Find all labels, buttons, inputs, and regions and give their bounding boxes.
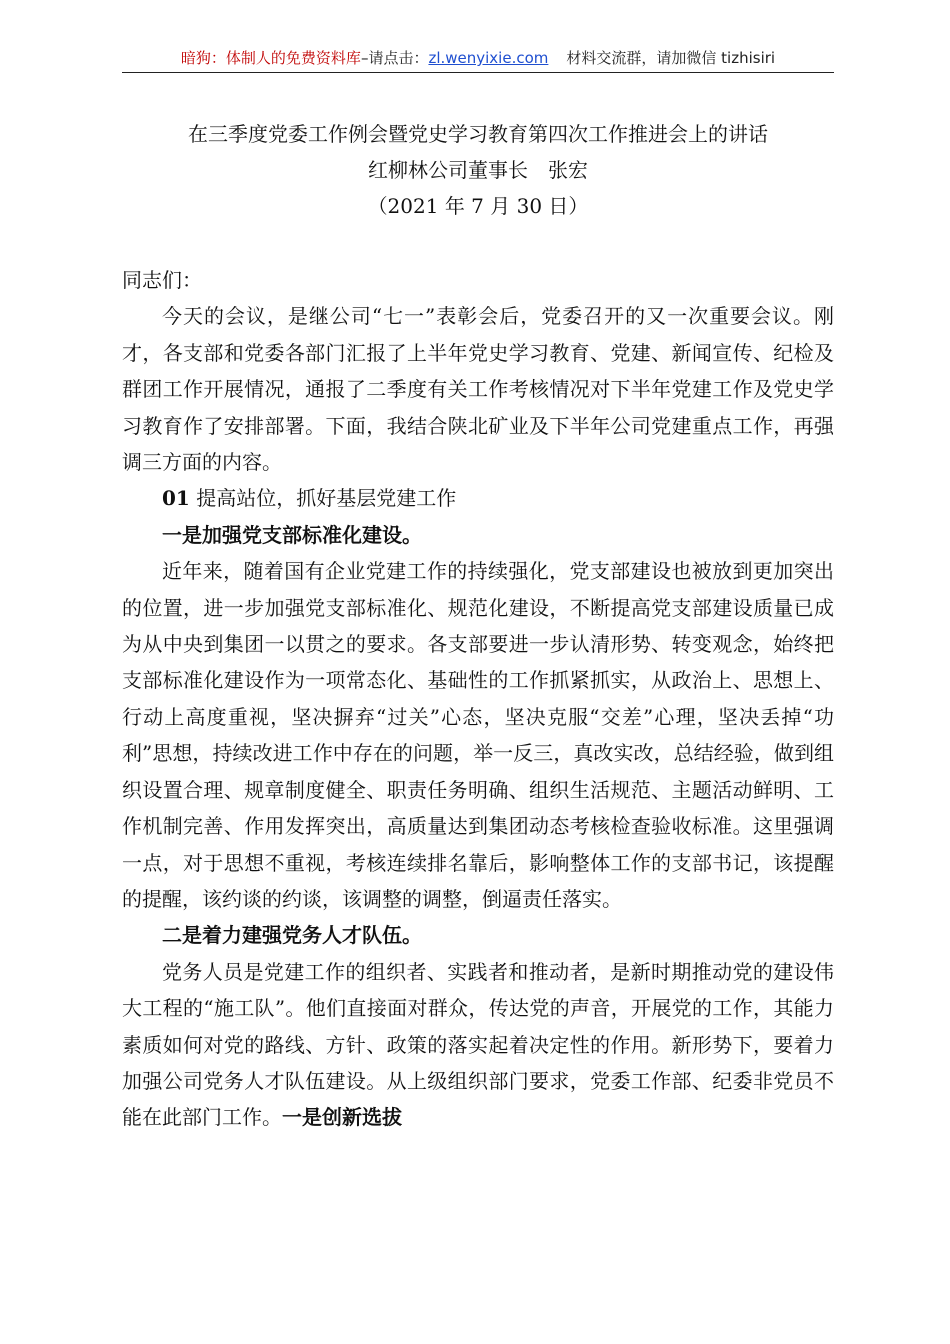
header-brand: 暗狗：体制人的免费资料库: [180, 49, 361, 67]
salutation: 同志们：: [122, 268, 202, 292]
point2-tail-bold: 一是创新选拔: [282, 1105, 402, 1130]
header-link[interactable]: zl.wenyixie.com: [428, 49, 549, 67]
section-title: 提高站位，抓好基层党建工作: [196, 486, 457, 511]
speaker-line: 红柳林公司董事长 张宏: [368, 158, 588, 182]
document-title: 在三季度党委工作例会暨党史学习教育第四次工作推进会上的讲话: [188, 122, 768, 146]
date-line: （2021 年 7 月 30 日）: [367, 194, 589, 218]
header-prompt: –请点击：: [360, 49, 429, 67]
point2-text: 党务人员是党建工作的组织者、实践者和推动者，是新时期推动党的建设伟大工程的“施工队”。他们直接面对群众，传达党的声音，开展党的工作，其能力素质如何对党的路线、方针、政策的落实起着决定性的作用。新形势下，要着力加强公司党务人才队伍建设。从上级组织部门要求，党委工作部、纪委非党员不能在此部门工作。: [122, 959, 834, 1130]
point1-heading: 一是加强党支部标准化建设。: [162, 522, 422, 547]
point2-paragraph: [122, 954, 834, 1136]
point1-paragraph: 近年来，随着国有企业党建工作的持续强化，党支部建设也被放到更加突出的位置，进一步加强党支部标准化、规范化建设，不断提高党支部建设质量已成为从中央到集团一以贯之的要求。各支部要进一步认清形势、转变观念，始终把支部标准化建设作为一项常态化、基础性的工作抓紧抓实，从政治上、思想上、行动上高度重视，坚决摒弃“过关”心态，坚决克服“交差”心理，坚决丢掉“功利”思想，持续改进工作中存在的问题，举一反三，真改实改，总结经验，做到组织设置合理、规章制度健全、职责任务明确、组织生活规范、主题活动鲜明、工作机制完善、作用发挥突出，高质量达到集团动态考核检查验收标准。这里强调一点，对于思想不重视，考核连续排名靠后，影响整体工作的支部书记，该提醒的提醒，该约谈的约谈，该调整的调整，倒逼责任落实。: [122, 559, 834, 911]
title-block: [122, 116, 834, 224]
document-body: [122, 262, 834, 1136]
point2-heading: 二是着力建强党务人才队伍。: [162, 923, 422, 948]
section-heading: [122, 480, 834, 516]
page-header: [122, 44, 834, 73]
section-number: 01: [162, 486, 190, 511]
header-contact: 材料交流群，请加微信 tizhisiri: [566, 49, 776, 67]
intro-paragraph: 今天的会议，是继公司“七一”表彰会后，党委召开的又一次重要会议。刚才，各支部和党委各部门汇报了上半年党史学习教育、党建、新闻宣传、纪检及群团工作开展情况，通报了二季度有关工作考核情况对下半年党建工作及党史学习教育作了安排部署。下面，我结合陕北矿业及下半年公司党建重点工作，再强调三方面的内容。: [122, 304, 834, 475]
